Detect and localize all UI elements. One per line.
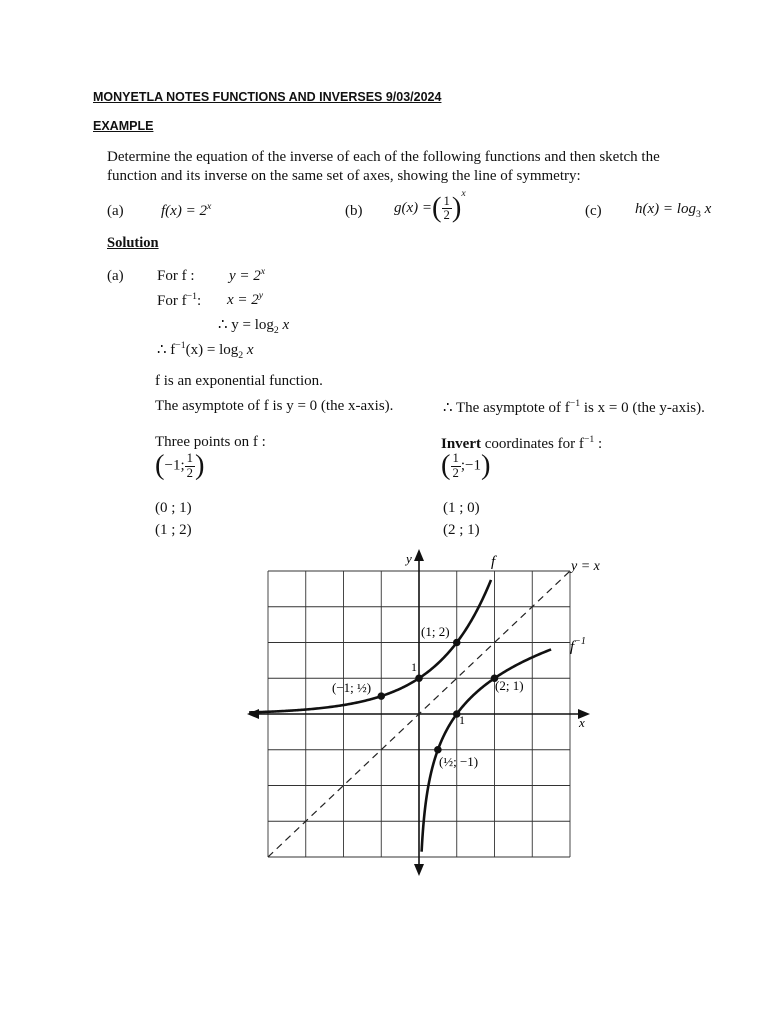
point-label-half-m1: (½; −1) — [439, 754, 479, 769]
point-finv-2: (1 ; 0) — [443, 500, 480, 516]
solution-heading: Solution — [107, 235, 159, 251]
y-axis-label: y — [406, 551, 412, 566]
x-axis-arrow-left — [247, 709, 259, 719]
graph-point — [453, 639, 461, 647]
x-intercept-1-label: 1 — [459, 713, 465, 727]
for-finv-label: For $f^{-1}$: — [157, 291, 202, 309]
therefore-finv-equation: ∴ $f^{-1}(x) = \log_2 x$ — [157, 340, 254, 361]
y-intercept-1-label: 1 — [411, 660, 417, 674]
y-axis-arrow-up — [414, 549, 424, 561]
part-c-label: (c) — [585, 203, 602, 219]
point-f-2: (0 ; 1) — [155, 500, 192, 516]
example-heading: EXAMPLE — [93, 119, 154, 133]
y-equals-x-label: y = x — [571, 559, 600, 574]
page-title: MONYETLA NOTES FUNCTIONS AND INVERSES 9/03/2024 — [93, 90, 442, 104]
part-a-label: (a) — [107, 203, 124, 219]
part-b-expression: g(x) =( $\frac{1}{2}$ )$^x$ — [394, 188, 466, 224]
f-curve-label: f — [491, 554, 496, 570]
point-finv-3: (2 ; 1) — [443, 522, 480, 538]
point-label-1-2: (1; 2) — [421, 624, 450, 639]
three-points-heading: Three points on f : — [155, 434, 266, 450]
point-f-1: (−1; $\frac{1}{2}$ ) — [155, 450, 205, 481]
point-f-3: (1 ; 2) — [155, 522, 192, 538]
part-a-expression: $f(x) = 2^x$ — [161, 201, 212, 219]
invert-heading: Invert coordinates for $f^{-1}$ : — [441, 434, 603, 452]
solution-part-label: (a) — [107, 268, 124, 284]
therefore-y-equation: ∴ $y = \log_2 x$ — [218, 317, 290, 336]
y-axis-arrow-down — [414, 864, 424, 876]
point-label-m1-half: (−1; ½) — [332, 680, 372, 695]
graph-point — [377, 692, 385, 700]
for-f-equation: $y = 2^x$ — [229, 266, 266, 284]
graph-point — [434, 746, 442, 754]
exponential-statement: f is an exponential function. — [155, 373, 323, 389]
question-line-1: Determine the equation of the inverse of each of the following functions and then sketch the — [107, 149, 660, 165]
asymptote-f: The asymptote of f is y = 0 (the x-axis). — [155, 398, 394, 414]
asymptote-finv: ∴ The asymptote of $f^{-1}$ is x = 0 (the y-axis). — [443, 398, 705, 416]
part-c-expression: $h(x) = \log_3 x$ — [635, 201, 712, 220]
finv-curve-label: $f^{-1}$ — [570, 636, 586, 655]
for-f-label: For f : — [157, 268, 195, 284]
for-finv-equation: $x = 2^y$ — [227, 290, 264, 308]
part-b-label: (b) — [345, 203, 363, 219]
point-finv-1: ( $\frac{1}{2}$ ;−1) — [441, 450, 491, 481]
point-label-2-1: (2; 1) — [495, 678, 524, 693]
question-line-2: function and its inverse on the same set of axes, showing the line of symmetry: — [107, 168, 581, 184]
x-axis-label: x — [579, 715, 585, 730]
graph-point — [415, 674, 423, 682]
